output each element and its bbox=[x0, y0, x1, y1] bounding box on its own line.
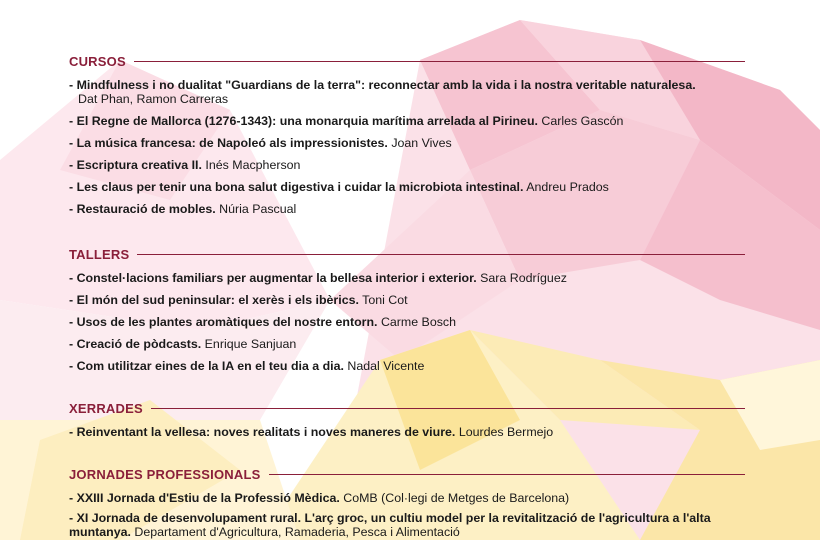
item-author: Inés Macpherson bbox=[205, 158, 301, 172]
section-title: TALLERS bbox=[69, 246, 130, 262]
item-author: Andreu Prados bbox=[526, 180, 609, 194]
item-author: Lourdes Bermejo bbox=[458, 425, 554, 439]
item-author: Nadal Vicente bbox=[347, 359, 425, 373]
list-item: - Restauració de mobles. Núria Pascual bbox=[69, 202, 297, 216]
course-list bbox=[69, 78, 745, 216]
item-title: XXIII Jornada d'Estiu de la Professió Mèdica. bbox=[76, 491, 340, 505]
item-author: Sara Rodríguez bbox=[480, 271, 567, 285]
section-header bbox=[69, 245, 745, 263]
list-item: - XI Jornada de desenvolupament rural. L'arç groc, un cultiu model per la revitalització de l'agricultura a l'alta muntanya. Departament d'Agricultura, Ramaderia, Pesca i Alimentació bbox=[69, 511, 711, 539]
item-title: Creació de pòdcasts. bbox=[76, 337, 202, 351]
item-title: Com utilitzar eines de la IA en el teu dia a dia. bbox=[76, 359, 344, 373]
item-author: Núria Pascual bbox=[219, 202, 297, 216]
section-title: XERRADES bbox=[69, 400, 143, 416]
list-item: - La música francesa: de Napoleó als impressionistes. Joan Vives bbox=[69, 136, 452, 150]
item-author: Departament d'Agricultura, Ramaderia, Pesca i Alimentació bbox=[134, 525, 460, 539]
list-item: - Reinventant la vellesa: noves realitats i noves maneres de viure. Lourdes Bermejo bbox=[69, 425, 554, 439]
talk-list bbox=[69, 425, 745, 439]
item-author: Carme Bosch bbox=[380, 315, 456, 329]
professional-days-list bbox=[69, 491, 745, 539]
section-cursos bbox=[69, 52, 745, 216]
list-item: - Com utilitzar eines de la IA en el teu dia a dia. Nadal Vicente bbox=[69, 359, 425, 373]
item-title: El Regne de Mallorca (1276-1343): una monarquia marítima arrelada al Pirineu. bbox=[76, 114, 538, 128]
item-title: Constel·lacions familiars per augmentar la bellesa interior i exterior. bbox=[76, 271, 477, 285]
item-title: Mindfulness i no dualitat "Guardians de la terra": reconnectar amb la vida i la nostra veritable naturalesa. bbox=[76, 78, 696, 92]
item-author: Dat Phan, Ramon Carreras bbox=[78, 92, 229, 106]
list-item: - Les claus per tenir una bona salut digestiva i cuidar la microbiota intestinal. Andreu Prados bbox=[69, 180, 609, 194]
list-item: - Usos de les plantes aromàtiques del nostre entorn. Carme Bosch bbox=[69, 315, 456, 329]
section-jornades bbox=[69, 465, 745, 539]
item-author: Toni Cot bbox=[362, 293, 408, 307]
section-divider bbox=[134, 61, 745, 62]
list-item: - Creació de pòdcasts. Enrique Sanjuan bbox=[69, 337, 297, 351]
item-title: XI Jornada de desenvolupament rural. L'arç groc, un cultiu model per la revitalització de l'agricultura a l'alta muntanya. bbox=[69, 511, 711, 539]
list-item: - Constel·lacions familiars per augmentar la bellesa interior i exterior. Sara Rodríguez bbox=[69, 271, 567, 285]
item-title: Reinventant la vellesa: noves realitats i noves maneres de viure. bbox=[76, 425, 456, 439]
section-divider bbox=[269, 474, 746, 475]
item-author: Carles Gascón bbox=[541, 114, 624, 128]
list-item: - El món del sud peninsular: el xerès i els ibèrics. Toni Cot bbox=[69, 293, 408, 307]
section-divider bbox=[137, 254, 745, 255]
item-title: Restauració de mobles. bbox=[76, 202, 216, 216]
list-item: - Mindfulness i no dualitat "Guardians de la terra": reconnectar amb la vida i la nostra veritable naturalesa. Dat Phan, Ramon Carreras bbox=[69, 78, 745, 106]
list-item: - Escriptura creativa II. Inés Macpherson bbox=[69, 158, 301, 172]
list-item: - XXIII Jornada d'Estiu de la Professió Mèdica. CoMB (Col·legi de Metges de Barcelona) bbox=[69, 491, 570, 505]
section-header bbox=[69, 465, 745, 483]
item-author: Enrique Sanjuan bbox=[204, 337, 297, 351]
item-title: Escriptura creativa II. bbox=[76, 158, 202, 172]
item-author: CoMB (Col·legi de Metges de Barcelona) bbox=[343, 491, 570, 505]
section-title: JORNADES PROFESSIONALS bbox=[69, 466, 261, 482]
item-author: Joan Vives bbox=[391, 136, 452, 150]
item-title: El món del sud peninsular: el xerès i els ibèrics. bbox=[76, 293, 359, 307]
item-title: Les claus per tenir una bona salut digestiva i cuidar la microbiota intestinal. bbox=[76, 180, 524, 194]
item-title: La música francesa: de Napoleó als impressionistes. bbox=[76, 136, 388, 150]
section-title: CURSOS bbox=[69, 53, 126, 69]
section-header bbox=[69, 399, 745, 417]
workshop-list bbox=[69, 271, 745, 373]
section-header bbox=[69, 52, 745, 70]
section-xerrades bbox=[69, 399, 745, 439]
section-divider bbox=[151, 408, 745, 409]
list-item: - El Regne de Mallorca (1276-1343): una monarquia marítima arrelada al Pirineu. Carles Gascón bbox=[69, 114, 624, 128]
section-tallers bbox=[69, 245, 745, 373]
item-title: Usos de les plantes aromàtiques del nostre entorn. bbox=[76, 315, 378, 329]
